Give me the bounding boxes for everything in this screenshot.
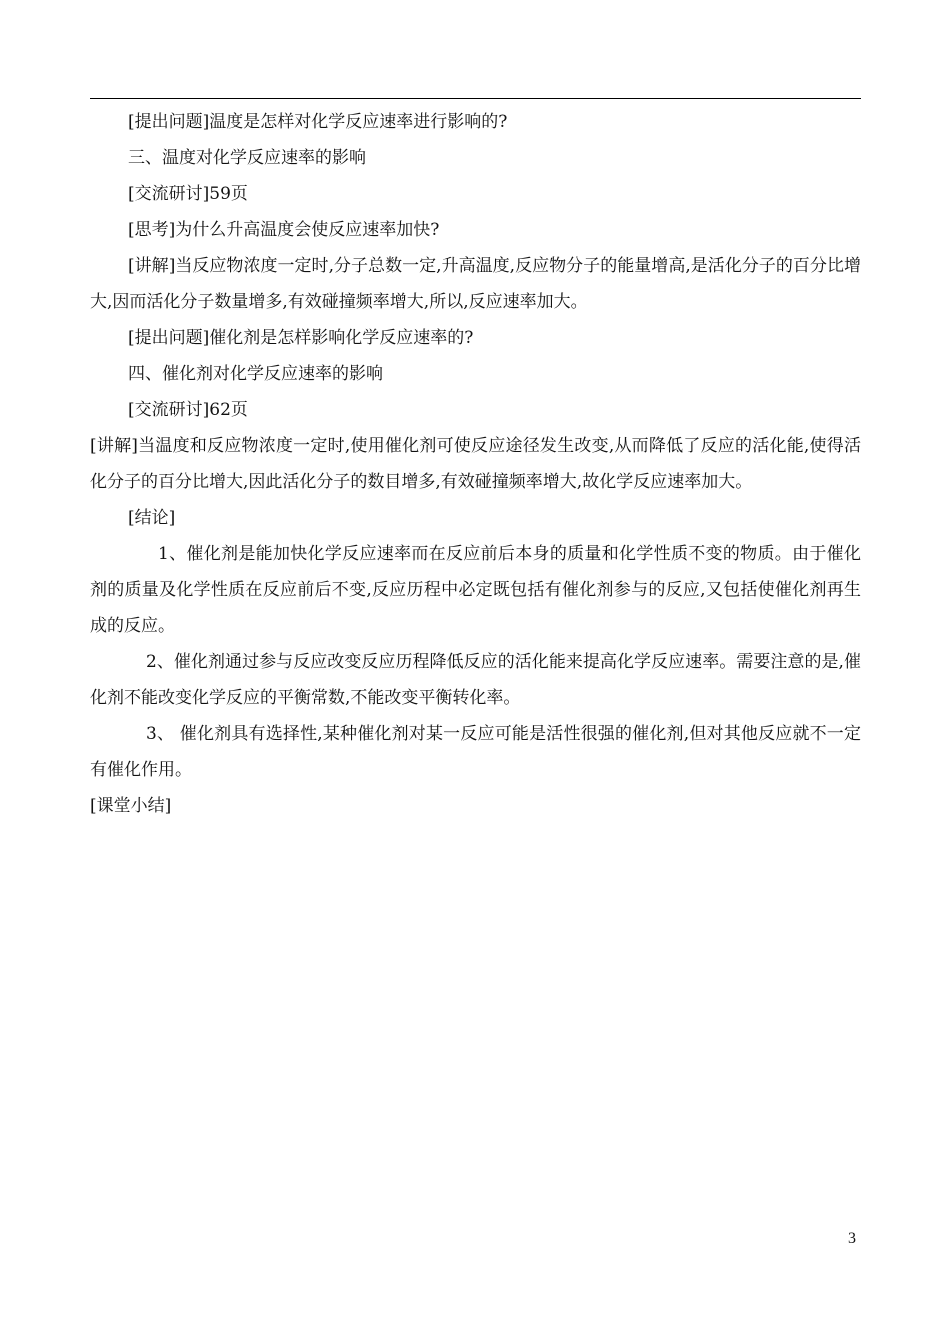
discussion-page-62: [交流研讨]62页 bbox=[128, 400, 248, 420]
explanation-temperature: [讲解]当反应物浓度一定时,分子总数一定,升高温度,反应物分子的能量增高,是活化分子的百分比增大,因而活化分子数量增多,有效碰撞频率增大,所以,反应速率加大。 bbox=[90, 256, 861, 312]
section-heading-catalyst: 四、催化剂对化学反应速率的影响 bbox=[128, 364, 383, 384]
section-heading-temperature: 三、温度对化学反应速率的影响 bbox=[128, 148, 366, 168]
discussion-page-59: [交流研讨]59页 bbox=[128, 184, 248, 204]
question-catalyst: [提出问题]催化剂是怎样影响化学反应速率的? bbox=[128, 328, 474, 348]
class-summary-label: [课堂小结] bbox=[90, 796, 172, 816]
question-temperature: [提出问题]温度是怎样对化学反应速率进行影响的? bbox=[128, 112, 508, 132]
conclusion-item-3: 3、 催化剂具有选择性,某种催化剂对某一反应可能是活性很强的催化剂,但对其他反应就不一定有催化作用。 bbox=[90, 724, 861, 780]
think-question: [思考]为什么升高温度会使反应速率加快? bbox=[128, 220, 440, 240]
explanation-catalyst: [讲解]当温度和反应物浓度一定时,使用催化剂可使反应途径发生改变,从而降低了反应的活化能,使得活化分子的百分比增大,因此活化分子的数目增多,有效碰撞频率增大,故化学反应速率加大。 bbox=[90, 436, 861, 492]
conclusion-item-1: 1、催化剂是能加快化学反应速率而在反应前后本身的质量和化学性质不变的物质。由于催化剂的质量及化学性质在反应前后不变,反应历程中必定既包括有催化剂参与的反应,又包括使催化剂再生成的反应。 bbox=[90, 544, 861, 636]
conclusion-label: [结论] bbox=[128, 508, 176, 528]
page-number: 3 bbox=[848, 1230, 856, 1247]
header-rule bbox=[90, 98, 861, 99]
document-body bbox=[90, 104, 861, 824]
conclusion-item-2: 2、催化剂通过参与反应改变反应历程降低反应的活化能来提高化学反应速率。需要注意的是,催化剂不能改变化学反应的平衡常数,不能改变平衡转化率。 bbox=[90, 652, 861, 708]
